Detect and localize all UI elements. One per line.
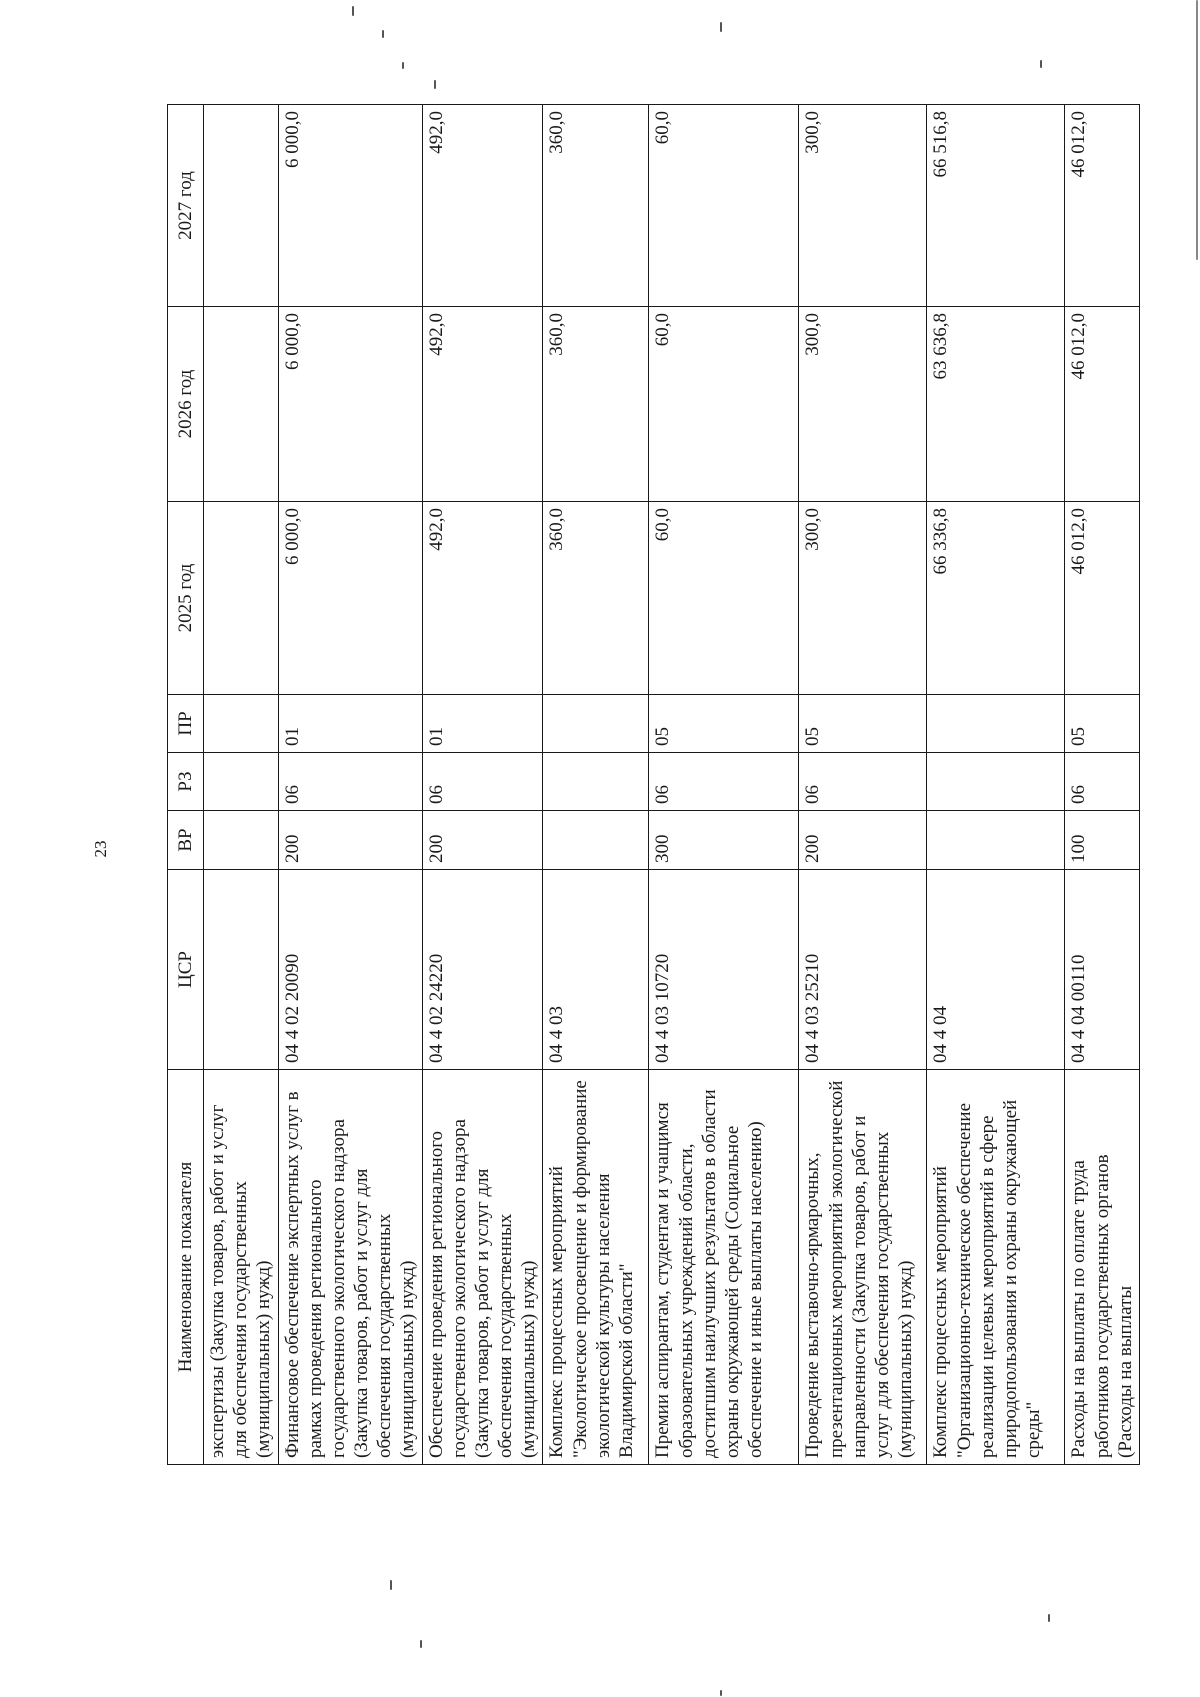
table-row — [422, 105, 543, 1465]
cell-csr: 04 4 03 25210 — [799, 870, 927, 1070]
cell-2026: 492,0 — [422, 307, 543, 502]
cell-pr: 05 — [1065, 695, 1140, 753]
cell-vr: 100 — [1065, 811, 1140, 870]
cell-2027: 6 000,0 — [278, 105, 422, 307]
scan-speck — [352, 6, 354, 16]
scan-speck — [720, 1690, 722, 1696]
cell-name: экспертизы (Закупка товаров, работ и услуг для обеспечения государственных (муниципальных) нужд) — [204, 1070, 279, 1465]
cell-name: Финансовое обеспечение экспертных услуг в рамках проведения регионального государственного экологического надзора (Закупка товаров, работ и услуг для обеспечения государственных (муниципальных) нужд) — [278, 1070, 422, 1465]
scan-speck — [420, 1640, 422, 1648]
cell-name: Комплекс процессных мероприятий "Организационно-техническое обеспечение реализации целевых мероприятий в сфере природопользования и охраны окружающей среды" — [927, 1070, 1065, 1465]
header-vr: ВР — [168, 811, 204, 870]
cell-2025: 360,0 — [543, 502, 649, 695]
header-2026: 2026 год — [168, 307, 204, 502]
cell-csr: 04 4 03 — [543, 870, 649, 1070]
header-name: Наименование показателя — [168, 1070, 204, 1465]
cell-pr — [204, 695, 279, 753]
cell-rz: 06 — [278, 753, 422, 811]
cell-rz: 06 — [649, 753, 799, 811]
cell-vr: 200 — [422, 811, 543, 870]
cell-2026: 300,0 — [799, 307, 927, 502]
budget-table — [167, 104, 1140, 1465]
header-pr: ПР — [168, 695, 204, 753]
cell-pr — [927, 695, 1065, 753]
table-row — [1065, 105, 1140, 1465]
cell-csr: 04 4 04 00110 — [1065, 870, 1140, 1070]
cell-2027: 300,0 — [799, 105, 927, 307]
cell-name: Премии аспирантам, студентам и учащимся образовательных учреждений области, достигшим наилучших результатов в области охраны окружающей среды (Социальное обеспечение и иные выплаты населению) — [649, 1070, 799, 1465]
table-row — [649, 105, 799, 1465]
table-row — [927, 105, 1065, 1465]
cell-vr: 300 — [649, 811, 799, 870]
cell-2026: 360,0 — [543, 307, 649, 502]
cell-2026: 63 636,8 — [927, 307, 1065, 502]
cell-pr: 05 — [649, 695, 799, 753]
scan-speck — [720, 22, 722, 32]
table-row — [799, 105, 927, 1465]
cell-2025: 46 012,0 — [1065, 502, 1140, 695]
scan-speck — [1048, 1614, 1050, 1622]
cell-rz: 06 — [422, 753, 543, 811]
cell-2026: 6 000,0 — [278, 307, 422, 502]
cell-vr: 200 — [799, 811, 927, 870]
scan-speck — [382, 30, 384, 38]
scan-speck — [402, 62, 404, 69]
table-row — [278, 105, 422, 1465]
page-number: 23 — [91, 840, 110, 858]
cell-2026: 46 012,0 — [1065, 307, 1140, 502]
header-2025: 2025 год — [168, 502, 204, 695]
cell-2027: 492,0 — [422, 105, 543, 307]
scan-speck — [434, 80, 436, 89]
header-csr: ЦСР — [168, 870, 204, 1070]
cell-name: Обеспечение проведения регионального государственного экологического надзора (Закупка товаров, работ и услуг для обеспечения государственных (муниципальных) нужд) — [422, 1070, 543, 1465]
table-row — [204, 105, 279, 1465]
scan-speck — [390, 1580, 392, 1590]
cell-pr: 05 — [799, 695, 927, 753]
cell-2025: 300,0 — [799, 502, 927, 695]
cell-2027: 46 012,0 — [1065, 105, 1140, 307]
cell-vr: 200 — [278, 811, 422, 870]
cell-2027 — [204, 105, 279, 307]
cell-2027: 60,0 — [649, 105, 799, 307]
cell-2027: 66 516,8 — [927, 105, 1065, 307]
cell-2026 — [204, 307, 279, 502]
cell-2025: 6 000,0 — [278, 502, 422, 695]
budget-table-container — [167, 105, 1136, 1465]
cell-2026: 60,0 — [649, 307, 799, 502]
cell-csr: 04 4 02 20090 — [278, 870, 422, 1070]
cell-name: Расходы на выплаты по оплате труда работников государственных органов (Расходы на выплаты — [1065, 1070, 1140, 1465]
cell-name: Проведение выставочно-ярмарочных, презентационных мероприятий экологической направленности (Закупка товаров, работ и услуг для обеспечения государственных (муниципальных) нужд) — [799, 1070, 927, 1465]
cell-vr — [927, 811, 1065, 870]
table-header-row — [168, 105, 204, 1465]
cell-2027: 360,0 — [543, 105, 649, 307]
header-rz: РЗ — [168, 753, 204, 811]
cell-csr — [204, 870, 279, 1070]
cell-2025 — [204, 502, 279, 695]
cell-vr — [204, 811, 279, 870]
scan-speck — [1196, 0, 1198, 260]
cell-vr — [543, 811, 649, 870]
cell-rz: 06 — [1065, 753, 1140, 811]
cell-rz — [927, 753, 1065, 811]
cell-name: Комплекс процессных мероприятий "Экологическое просвещение и формирование экологической культуры населения Владимирской области" — [543, 1070, 649, 1465]
cell-pr: 01 — [422, 695, 543, 753]
cell-rz: 06 — [799, 753, 927, 811]
scan-speck — [1040, 60, 1042, 68]
cell-pr: 01 — [278, 695, 422, 753]
cell-2025: 60,0 — [649, 502, 799, 695]
cell-csr: 04 4 02 24220 — [422, 870, 543, 1070]
cell-pr — [543, 695, 649, 753]
cell-rz — [204, 753, 279, 811]
cell-csr: 04 4 03 10720 — [649, 870, 799, 1070]
header-2027: 2027 год — [168, 105, 204, 307]
cell-2025: 492,0 — [422, 502, 543, 695]
cell-2025: 66 336,8 — [927, 502, 1065, 695]
cell-csr: 04 4 04 — [927, 870, 1065, 1070]
cell-rz — [543, 753, 649, 811]
table-row — [543, 105, 649, 1465]
